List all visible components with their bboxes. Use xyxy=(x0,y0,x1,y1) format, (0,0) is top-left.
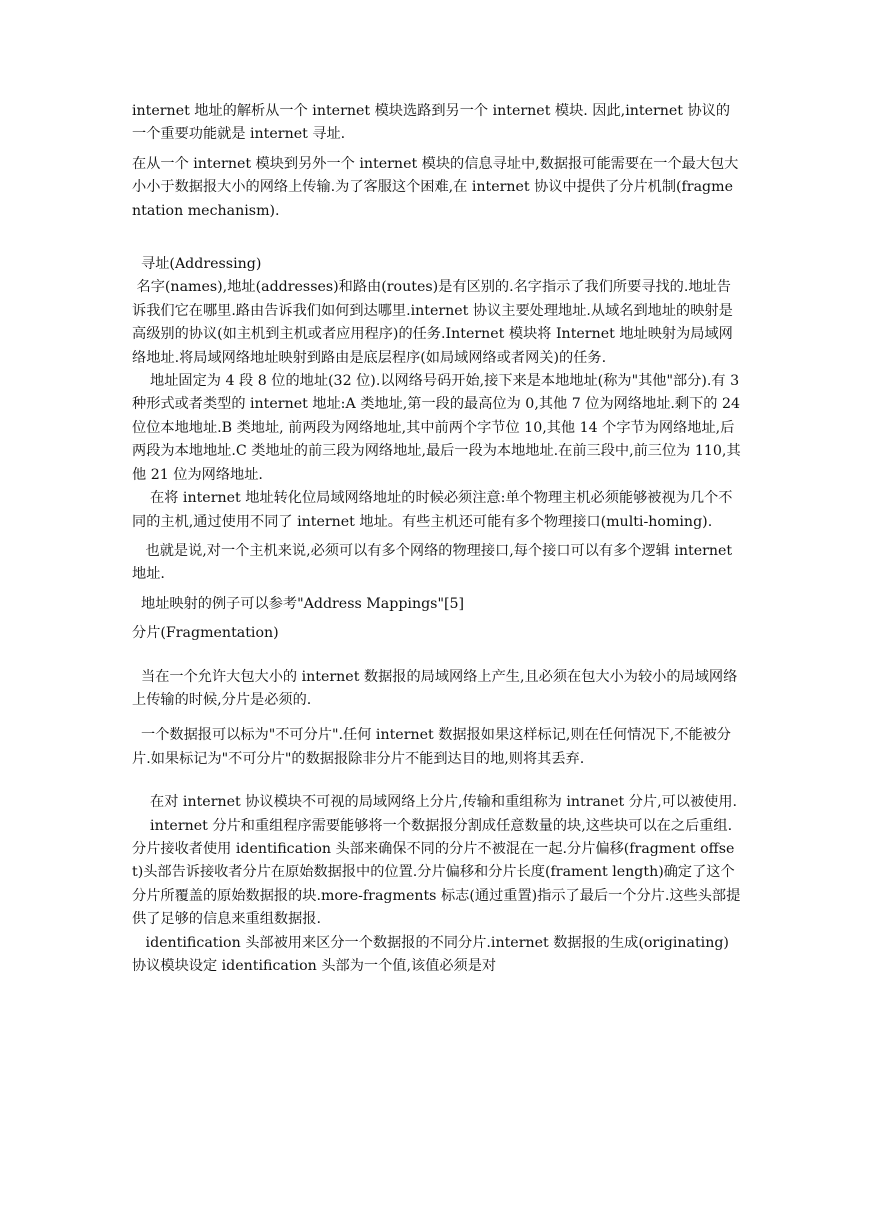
section-heading-fragmentation: 分片(Fragmentation) xyxy=(132,625,279,642)
document-page xyxy=(132,100,745,978)
paragraph-intranet-fragmentation: 在对 internet 协议模块不可视的局域网络上分片,传输和重组称为 intranet 分片,可以被使用. xyxy=(132,794,738,811)
paragraph-fragmentation-intro: 在从一个 internet 模块到另外一个 internet 模块的信息寻址中,数据报可能需要在一个最大包大小小于数据报大小的网络上传输.为了客服这个困难,在 internet 协议中提供了分片机制(fragmentation mechanism). xyxy=(132,155,739,219)
paragraph-names-addresses-routes: 名字(names),地址(addresses)和路由(routes)是有区别的.名字指示了我们所要寻找的.地址告诉我们它在哪里.路由告诉我们如何到达哪里.internet 协议主要处理地址.从域名到地址的映射是高级别的协议(如主机到主机或者应用程序)的任务.Internet 模块将 Internet 地址映射为局域网络地址.将局域网络地址映射到路由是底层程序(如局域网络或者网关)的任务. xyxy=(132,279,733,366)
paragraph-fragment-reassembly: internet 分片和重组程序需要能够将一个数据报分割成任意数量的块,这些块可以在之后重组.分片接收者使用 identification 头部来确保不同的分片不被混在一起.分片偏移(fragment offset)头部告诉接收者分片在原始数据报中的位置.分片偏移和分片长度(frament length)确定了这个分片所覆盖的原始数据报的块.more-fragments 标志(通过重置)指示了最后一个分片.这些头部提供了足够的信息来重组数据报. xyxy=(132,817,741,928)
section-heading-addressing: 寻址(Addressing) xyxy=(132,256,262,273)
paragraph-fragmentation-necessity: 当在一个允许大包大小的 internet 数据报的局域网络上产生,且必须在包大小为较小的局域网络上传输的时候,分片是必须的. xyxy=(132,668,738,708)
paragraph-dont-fragment: 一个数据报可以标为"不可分片".任何 internet 数据报如果这样标记,则在任何情况下,不能被分片.如果标记为"不可分片"的数据报除非分片不能到达目的地,则将其丢弃. xyxy=(132,727,731,767)
paragraph-intro: internet 地址的解析从一个 internet 模块选路到另一个 internet 模块. 因此,internet 协议的一个重要功能就是 internet 寻址. xyxy=(132,103,731,143)
paragraph-multiple-interfaces: 也就是说,对一个主机来说,必须可以有多个网络的物理接口,每个接口可以有多个逻辑 internet 地址. xyxy=(132,542,737,583)
paragraph-address-classes: 地址固定为 4 段 8 位的地址(32 位).以网络号码开始,接下来是本地地址(称为"其他"部分).有 3 种形式或者类型的 internet 地址:A 类地址,第一段的最高位为 0,其他 7 位为网络地址.剩下的 24 位位本地地址.B 类地址, 前两段为网络地址,其中前两个字节位 10,其他 14 个字节为网络地址,后两段为本地地址.C 类地址的前三段为网络地址,最后一段为本地地址.在前三段中,前三位为 110,其他 21 位为网络地址. xyxy=(132,373,745,483)
paragraph-address-mapping-note: 在将 internet 地址转化位局域网络地址的时候必须注意:单个物理主机必须能够被视为几个不同的主机,通过使用不同了 internet 地址。有些主机还可能有多个物理接口(multi-homing). xyxy=(132,490,733,530)
paragraph-address-mappings-ref: 地址映射的例子可以参考"Address Mappings"[5] xyxy=(132,595,465,612)
paragraph-identification-field: identification 头部被用来区分一个数据报的不同分片.internet 数据报的生成(originating)协议模块设定 identification 头部为一个值,该值必须是对 xyxy=(132,934,729,974)
